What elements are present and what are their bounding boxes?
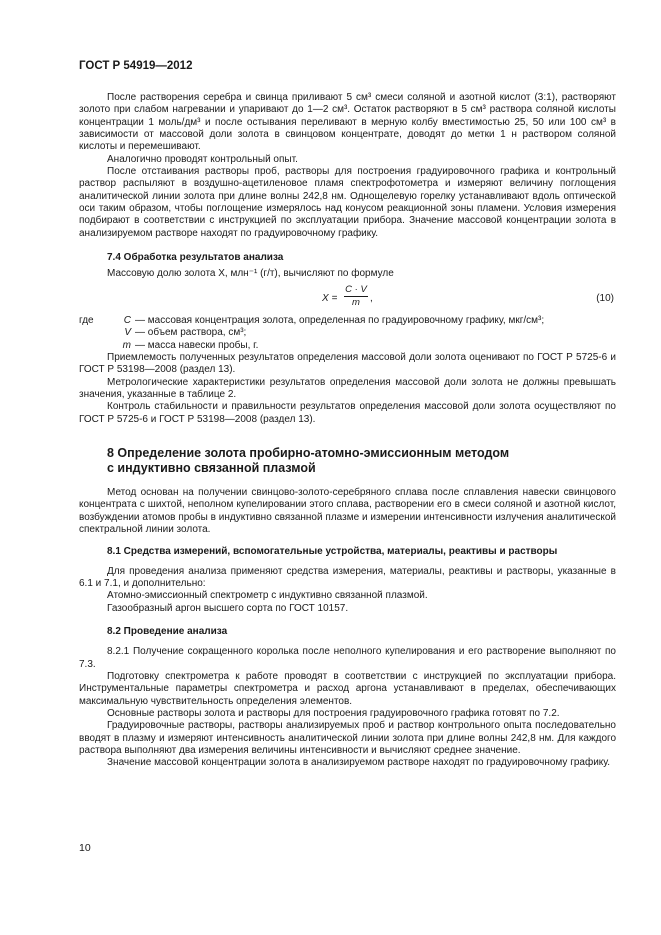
where-text: — масса навески пробы, г. bbox=[135, 339, 259, 351]
paragraph: Газообразный аргон высшего сорта по ГОСТ 10157. bbox=[107, 602, 349, 614]
paragraph: Для проведения анализа применяют средства измерения, материалы, реактивы и растворы, указанные в 6.1 и 7.1, и дополнительно: bbox=[79, 565, 616, 589]
paragraph: После отстаивания растворы проб, растворы для построения градуировочного графика и контрольный раствор распыляют в воздушно-ацетиленовое пламя спектрофотометра и измеряют величину поглощения аналитической линии золота при длине волны 242,8 нм. Однощелевую горелку устанавливают вдоль оптической оси таким образом, чтобы поглощение измерялось над конусом реакционной зоны пламени. Условия измерения подбирают в соответствии с инструкцией по эксплуатации прибора. Значение массовой концентрации золота в анализируемом растворе находят по градуировочному графику. bbox=[79, 166, 616, 239]
section-heading-7-4: 7.4 Обработка результатов анализа bbox=[107, 252, 284, 264]
where-line bbox=[79, 340, 616, 352]
where-label: где bbox=[79, 314, 94, 326]
paragraph: 8.2.1 Получение сокращенного королька после неполного купелирования и его растворение выполняют по 7.3. bbox=[79, 646, 616, 670]
paragraph: Основные растворы золота и растворы для построения градуировочного графика готовят по 7.2. bbox=[107, 708, 560, 720]
page-number: 10 bbox=[79, 842, 91, 854]
paragraph: Атомно-эмиссионный спектрометр с индуктивно связанной плазмой. bbox=[107, 590, 428, 602]
paragraph: Подготовку спектрометра к работе проводят в соответствии с инструкцией по эксплуатации прибора. Инструментальные параметры спектрометра и расход аргона устанавливают в пределах, обеспечивающих максимальную чувствительность определения элементов. bbox=[79, 671, 616, 707]
where-symbol: m bbox=[122, 339, 131, 351]
formula-10 bbox=[79, 281, 616, 315]
paragraph: Градуировочные растворы, растворы анализируемых проб и раствор контрольного опыта последовательно вводят в плазму и измеряют интенсивность аналитической линии золота при длине волны 242,8 нм. Для каждого раствора выполняют два измерения величины интенсивности и вычисляют среднее значение. bbox=[79, 720, 616, 757]
section-heading-8-1: 8.1 Средства измерений, вспомогательные устройства, материалы, реактивы и растворы bbox=[107, 546, 558, 558]
paragraph: Метрологические характеристики результатов определения массовой доли золота не должны превышать значения, указанные в таблице 2. bbox=[79, 376, 616, 400]
formula-lhs: X = bbox=[322, 292, 338, 304]
formula-comma: , bbox=[370, 292, 373, 304]
formula-numerator: C · V bbox=[345, 283, 367, 295]
formula-number: (10) bbox=[596, 292, 614, 304]
where-text: — массовая концентрация золота, определенная по градуировочному графику, мкг/см³; bbox=[135, 314, 545, 326]
where-label bbox=[79, 327, 107, 339]
section-heading-8-line1: 8 Определение золота пробирно-атомно-эмиссионным методом bbox=[107, 445, 510, 460]
formula-intro: Массовую долю золота X, млн⁻¹ (г/т), вычисляют по формуле bbox=[107, 268, 394, 280]
where-symbol: C bbox=[123, 314, 131, 326]
paragraph: Значение массовой концентрации золота в анализируемом растворе находят по градуировочному графику. bbox=[107, 757, 611, 769]
section-heading-8-line2: с индуктивно связанной плазмой bbox=[107, 460, 316, 475]
formula-fraction bbox=[344, 284, 368, 309]
document-body bbox=[79, 92, 616, 770]
paragraph: Метод основан на получении свинцово-золото-серебряного сплава после сплавления навески свинцового концентрата с шихтой, неполном купелировании этого сплава, растворении его в смеси соляной и азотной кислот, возбуждении атомов пробы в индуктивно связанной плазме и измерении интенсивности излучения аналитической спектральной линии золота. bbox=[79, 486, 616, 535]
paragraph: Приемлемость полученных результатов определения массовой доли золота оценивают по ГОСТ Р 5725-6 и ГОСТ Р 53198—2008 (раздел 13). bbox=[79, 351, 616, 376]
paragraph: Аналогично проводят контрольный опыт. bbox=[107, 153, 298, 165]
formula-denominator: m bbox=[352, 296, 360, 308]
where-line bbox=[79, 315, 616, 327]
document-code: ГОСТ Р 54919—2012 bbox=[79, 60, 193, 72]
where-text: — объем раствора, см³; bbox=[135, 327, 247, 339]
where-label bbox=[79, 340, 107, 352]
where-line bbox=[79, 327, 616, 339]
where-symbol: V bbox=[124, 327, 131, 339]
section-heading-8-2: 8.2 Проведение анализа bbox=[107, 626, 228, 637]
paragraph: Контроль стабильности и правильности результатов определения массовой доли золота осуществляют по ГОСТ Р 5725-6 и ГОСТ Р 53198—2008 (раздел 13). bbox=[79, 401, 616, 425]
paragraph: После растворения серебра и свинца приливают 5 см³ смеси соляной и азотной кислот (3:1), растворяют золото при слабом нагревании и упаривают до 1—2 см³. Остаток растворяют в 5 см³ раствора соляной кислоты концентрации 1 моль/дм³ и после остывания переливают в мерную колбу вместимостью 25, 50 или 100 см³ в зависимости от массовой доли золота в свинцовом концентрате, доводят до метки 1 н раствором соляной кислоты и перемешивают. bbox=[79, 92, 616, 153]
